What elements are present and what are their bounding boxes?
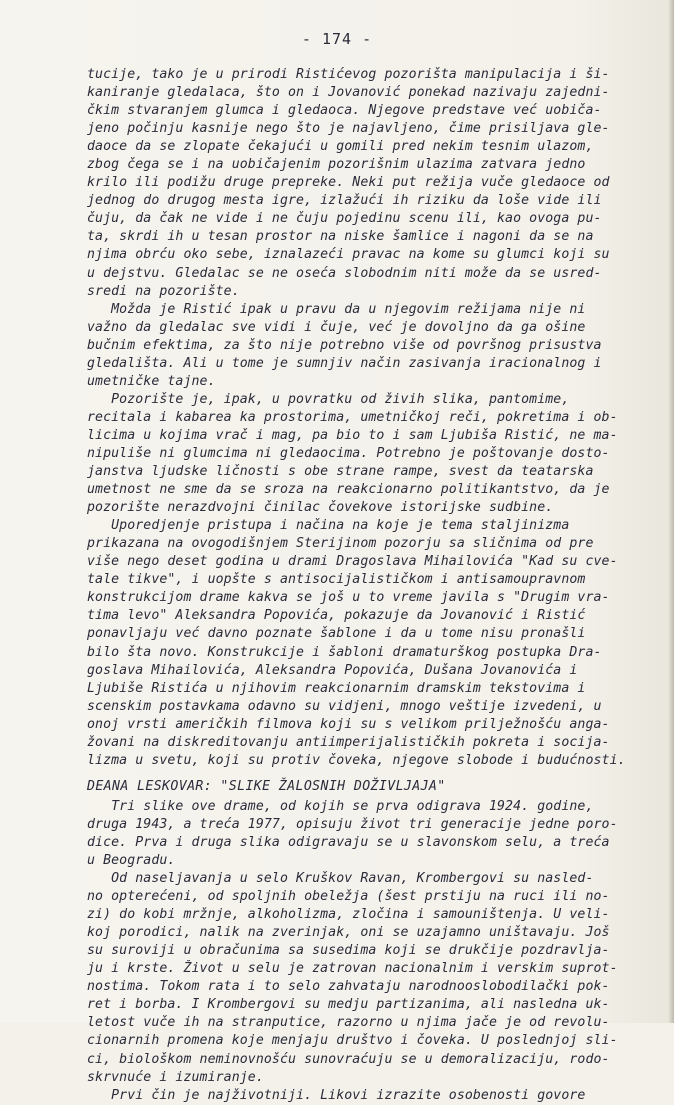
text-line: ponavljaju već davno poznate šablone i da u tome nisu pronašli (87, 626, 586, 642)
text-line: letost vuče ih na stranputice, razorno u njima jače je od revolu- (87, 1015, 610, 1031)
text-line: Od naseljavanja u selo Kruškov Ravan, Krombergovi su nasled- (87, 871, 594, 887)
text-line: janstva ljudske ličnosti s obe strane rampe, svest da teatarska (87, 464, 594, 480)
page-edge-shadow (668, 0, 674, 1023)
text-line: skrvnuće i izumiranje. (87, 1069, 264, 1085)
text-line: daoce da se zlopate čekajući u gomili pred nekim tesnim ulazom, (87, 139, 594, 155)
body-text (87, 66, 647, 1105)
text-line: kaniranje gledalaca, što on i Jovanović ponekad nazivaju zajedni- (87, 85, 610, 101)
text-line: jeno počinju kasnije nego što je najavljeno, čime prisiljava gle- (87, 121, 610, 137)
text-line: tale tikve", i uopšte s antisocijalističkom i antisamoupravnom (87, 572, 586, 588)
text-line: sredi na pozorište. (87, 283, 240, 299)
text-line: onoj vrsti američkih filmova koji su s velikom prilježnošću anga- (87, 716, 610, 732)
text-line: Ljubiše Ristića u njihovim reakcionarnim dramskim tekstovima i (87, 680, 586, 696)
text-line: Uporedjenje pristupa i načina na koje je tema staljinizma (87, 518, 570, 534)
text-line: ret i borba. I Krombergovi su medju partizanima, ali nasledna uk- (87, 997, 610, 1013)
text-line: jednog do drugog mesta igre, izlažući ih riziku da loše vide ili (87, 193, 602, 209)
text-line: zi) do kobi mržnje, alkoholizma, zločina i samouništenja. U veli- (87, 907, 610, 923)
text-line: Tri slike ove drame, od kojih se prva odigrava 1924. godine, (87, 798, 594, 814)
section-heading: DEANA LESKOVAR: "SLIKE ŽALOSNIH DOŽIVLJAJA" (87, 778, 446, 794)
text-line: cionarnih promena koje menjaju društvo i čoveka. U poslednjoj sli- (87, 1033, 618, 1049)
text-line: više nego deset godina u drami Dragoslava Mihailovića "Kad su cve- (87, 554, 618, 570)
text-line: nostima. Tokom rata i to selo zahvataju narodnooslobodilački pok- (87, 979, 610, 995)
text-line: čkim stvaranjem glumca i gledaoca. Njegove predstave već uobiča- (87, 103, 602, 119)
text-line: ju i krste. Život u selu je zatrovan nacionalnim i verskim suprot- (87, 961, 618, 977)
text-line: goslava Mihailovića, Aleksandra Popovića, Dušana Jovanovića i (87, 662, 578, 678)
text-line: konstrukcijom drame kakva se još u to vreme javila s "Drugim vra- (87, 590, 610, 606)
text-line: ta, skrdi ih u tesan prostor na niske šamlice i nagoni da se na (87, 229, 594, 245)
text-line: dice. Prva i druga slika odigravaju se u slavonskom selu, a treća (87, 834, 610, 850)
text-line: bilo šta novo. Konstrukcije i šabloni dramaturškog postupka Dra- (87, 644, 602, 660)
text-line: u Beogradu. (87, 853, 176, 869)
text-line: Prvi čin je najživotniji. Likovi izrazite osobenosti govore (87, 1087, 586, 1103)
text-line: druga 1943, a treća 1977, opisuju život tri generacije jedne poro- (87, 816, 618, 832)
text-line: čuju, da čak ne vide i ne čuju pojedinu scenu ili, kao ovoga pu- (87, 211, 602, 227)
text-line: žovani na diskreditovanju antiimperijalističkih pokreta i socija- (87, 734, 610, 750)
text-line: u dejstvu. Gledalac se ne oseća slobodnim niti može da se usred- (87, 265, 602, 281)
text-line: bučnim efektima, za što nije potrebno više od površnog prisustva (87, 337, 602, 353)
text-line: koj porodici, nalik na zverinjak, oni se uzajamno uništavaju. Još (87, 925, 610, 941)
text-line: scenskim postavkama odavno su vidjeni, mnogo veštije izvedeni, u (87, 698, 602, 714)
text-line: tucije, tako je u prirodi Ristićevog pozorišta manipulacija i ši- (87, 67, 610, 82)
text-line: no opterećeni, od spoljnih obeležja (šest prstiju na ruci ili no- (87, 889, 610, 905)
text-line: važno da gledalac sve vidi i čuje, već je dovoljno da ga ošine (87, 319, 586, 335)
text-line: licima u kojima vrač i mag, pa bio to i sam Ljubiša Ristić, ne ma- (87, 427, 618, 443)
text-line: nipuliše ni glumcima ni gledaocima. Potrebno je poštovanje dosto- (87, 445, 610, 461)
text-line: pozorište nerazdvojni činilac čovekove istorijske sudbine. (87, 500, 554, 516)
text-line: krilo ili podižu druge prepreke. Neki put režija vuče gledaoce od (87, 175, 610, 191)
text-line: su suroviji u obračunima sa susedima koji se drukčije pozdravlja- (87, 943, 610, 959)
text-line: umetnost ne sme da se sroza na reakcionarno politikantstvo, da je (87, 482, 610, 498)
text-line: lizma u svetu, koji su protiv čoveka, njegove slobode i budućnosti. (87, 752, 626, 768)
text-line: Možda je Ristić ipak u pravu da u njegovim režijama nije ni (87, 301, 586, 317)
text-line: tima levo" Aleksandra Popovića, pokazuje da Jovanović i Ristić (87, 608, 586, 624)
text-line: Pozorište je, ipak, u povratku od živih slika, pantomime, (87, 391, 570, 407)
text-line: umetničke tajne. (87, 373, 216, 389)
text-line: njima obrću oko sebe, iznalazeći pravac na kome su glumci koji su (87, 247, 610, 263)
text-line: gledališta. Ali u tome je sumnjiv način zasivanja iracionalnog i (87, 355, 602, 371)
text-line: recitala i kabarea ka prostorima, umetničkoj reči, pokretima i ob- (87, 409, 618, 425)
text-line: zbog čega se i na uobičajenim pozorišnim ulazima zatvara jedno (87, 157, 586, 173)
page-number: - 174 - (301, 30, 373, 48)
text-line: ci, biološkom neminovnošću sunovraćuju se u demoralizaciju, rodo- (87, 1051, 610, 1067)
text-line: prikazana na ovogodišnjem Sterijinom pozorju sa sličnima od pre (87, 536, 594, 552)
